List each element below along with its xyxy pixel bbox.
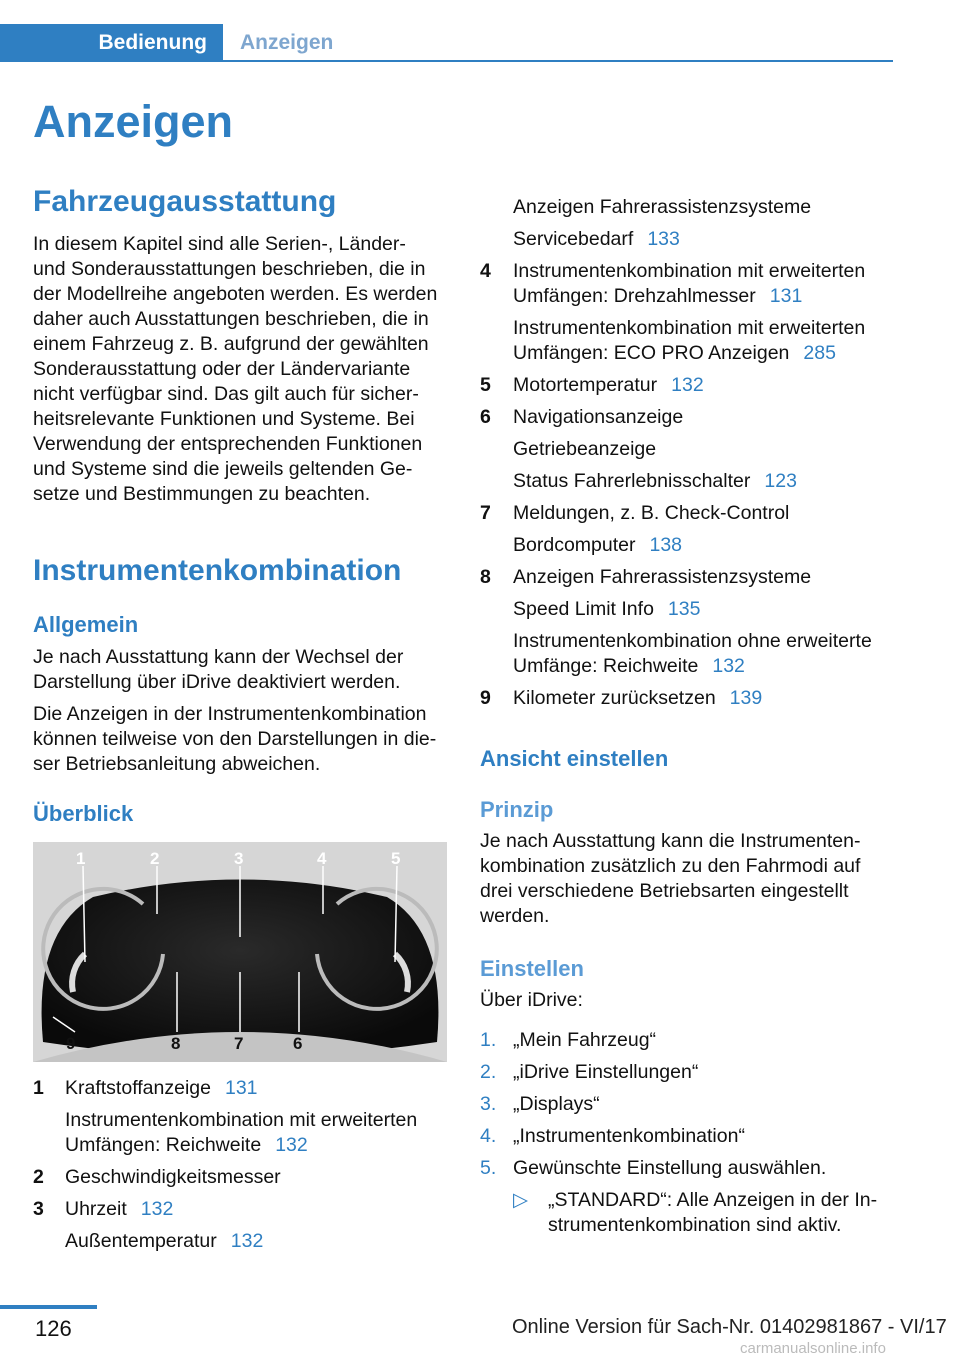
text-line: Darstellung über iDrive deaktiviert werden. (33, 671, 401, 693)
watermark: carmanualsonline.info (740, 1340, 886, 1357)
callout-3: 3 (234, 849, 244, 868)
item-number: 7 (480, 502, 491, 524)
text-line: nicht verfügbar sind. Das gilt auch für sicher- (33, 383, 419, 405)
online-version-note: Online Version für Sach-Nr. 01402981867 - VI/17 (512, 1316, 947, 1338)
item-text: Umfängen: Reichweite (65, 1134, 262, 1156)
item-text: Status Fahrerlebnisschalter (513, 470, 751, 492)
step-5-bullet (513, 1188, 893, 1238)
text-line: Je nach Ausstattung kann die Instrumenten- (480, 830, 861, 852)
chapter-tabs (0, 0, 960, 62)
page-ref-link[interactable]: 131 (224, 1077, 258, 1099)
page-ref-link[interactable]: 132 (140, 1198, 174, 1220)
step-number: 3. (480, 1093, 497, 1115)
page-ref-link[interactable]: 132 (712, 655, 745, 677)
callout-1: 1 (76, 849, 86, 868)
item-text: Instrumentenkombination ohne erweiterte (513, 630, 872, 652)
tab-bedienung[interactable]: Bedienung (0, 24, 223, 62)
item-text: Umfängen: ECO PRO Anzeigen (513, 342, 790, 364)
heading-ansicht-einstellen: Ansicht einstellen (480, 746, 669, 771)
text-line: Verwendung der entsprechenden Funktionen (33, 433, 423, 455)
page-ref-link[interactable]: 131 (769, 285, 803, 307)
instrument-cluster-figure (33, 842, 447, 1062)
step-3 (480, 1092, 890, 1117)
item-text: Instrumentenkombination mit erweiterten (513, 260, 866, 282)
item-text: Meldungen, z. B. Check-Control (513, 502, 790, 524)
legend-item-3-cont (480, 195, 890, 252)
callout-4: 4 (317, 849, 327, 868)
text-line: Je nach Ausstattung kann der Wechsel der (33, 646, 404, 668)
item-text: Umfänge: Reichweite (513, 655, 699, 677)
subheading-einstellen: Einstellen (480, 956, 584, 981)
step-number: 5. (480, 1157, 497, 1179)
step-number: 2. (480, 1061, 497, 1083)
heading-instrumentenkombination: Instrumentenkombination (33, 554, 402, 587)
text-line: kombination zusätzlich zu den Fahrmodi auf (480, 855, 861, 877)
page-ref-link[interactable]: 132 (671, 374, 704, 396)
paragraph-prinzip (480, 829, 890, 929)
item-number: 1 (33, 1077, 44, 1099)
page-ref-link[interactable]: 285 (803, 342, 836, 364)
tab-divider (0, 60, 893, 62)
item-text: Anzeigen Fahrerassistenzsysteme (513, 566, 812, 588)
item-text: Instrumentenkombination mit erweiterten (65, 1109, 418, 1131)
item-text: Bordcomputer (513, 534, 636, 556)
legend-item-1 (33, 1076, 448, 1158)
item-text: Servicebedarf (513, 228, 634, 250)
paragraph-fahrzeugausstattung (33, 232, 448, 507)
item-number: 4 (480, 260, 491, 282)
item-text: Kilometer zurücksetzen (513, 687, 716, 709)
item-number: 9 (480, 687, 491, 709)
item-number: 3 (33, 1198, 44, 1220)
text-line: und Systeme sind die jeweils geltenden Ge- (33, 458, 413, 480)
text-line: drei verschiedene Betriebsarten eingestellt (480, 880, 849, 902)
text-line: und Sonderausstattungen beschrieben, die in (33, 258, 426, 280)
bullet-text: „STANDARD“: Alle Anzeigen in der In- (548, 1189, 878, 1211)
item-text: Umfängen: Drehzahlmesser (513, 285, 756, 307)
item-text: Motortemperatur (513, 374, 658, 396)
text-line: der Modellreihe angeboten werden. Es werden (33, 283, 438, 305)
item-number: 5 (480, 374, 491, 396)
text-line: einem Fahrzeug z. B. aufgrund der gewählten (33, 333, 429, 355)
legend-item-7 (480, 501, 890, 558)
callout-2: 2 (150, 849, 160, 868)
legend-item-6 (480, 405, 890, 494)
legend-item-3 (33, 1197, 448, 1254)
item-text: Getriebeanzeige (513, 438, 657, 460)
item-text: Geschwindigkeitsmesser (65, 1166, 281, 1188)
callout-5: 5 (391, 849, 401, 868)
triangle-bullet-icon: ▷ (513, 1189, 528, 1211)
text-line: ser Betriebsanleitung abweichen. (33, 753, 321, 775)
text-line: können teilweise von den Darstellungen in die- (33, 728, 437, 750)
item-text: Anzeigen Fahrerassistenzsysteme (513, 196, 812, 218)
text-line: setze und Bestimmungen zu beachten. (33, 483, 371, 505)
text-line: In diesem Kapitel sind alle Serien-, Länder- (33, 233, 406, 255)
legend-item-9 (480, 686, 890, 711)
callout-6: 6 (293, 1034, 303, 1053)
item-text: Speed Limit Info (513, 598, 654, 620)
text-line: werden. (480, 905, 550, 927)
step-text: „iDrive Einstellungen“ (513, 1061, 699, 1083)
step-text: „Instrumentenkombination“ (513, 1125, 745, 1147)
page-ref-link[interactable]: 138 (649, 534, 683, 556)
item-number: 8 (480, 566, 491, 588)
page-title: Anzeigen (33, 96, 234, 147)
step-number: 4. (480, 1125, 497, 1147)
paragraph-allgemein-1 (33, 645, 448, 695)
text-line: heitsrelevante Funktionen und Systeme. Bei (33, 408, 415, 430)
item-text: Navigationsanzeige (513, 406, 684, 428)
item-text: Außentemperatur (65, 1230, 217, 1252)
page-ref-link[interactable]: 135 (667, 598, 701, 620)
step-4 (480, 1124, 890, 1149)
tab-anzeigen[interactable]: Anzeigen (240, 31, 334, 54)
step-text: „Displays“ (513, 1093, 600, 1115)
legend-item-5 (480, 373, 890, 398)
subheading-ueberblick: Überblick (33, 801, 134, 826)
page-ref-link[interactable]: 123 (764, 470, 797, 492)
legend-item-8 (480, 565, 890, 679)
page-ref-link[interactable]: 139 (729, 687, 763, 709)
text-line: Sonderausstattung oder der Ländervariante (33, 358, 411, 380)
legend-item-2 (33, 1165, 448, 1190)
item-number: 2 (33, 1166, 44, 1188)
callout-7: 7 (234, 1034, 244, 1053)
page-ref-link[interactable]: 132 (275, 1134, 308, 1156)
step-text: Gewünschte Einstellung auswählen. (513, 1157, 827, 1179)
page-ref-link[interactable]: 132 (230, 1230, 264, 1252)
item-text: Kraftstoffanzeige (65, 1077, 211, 1099)
step-number: 1. (480, 1029, 497, 1051)
paragraph-allgemein-2 (33, 702, 448, 777)
callout-8: 8 (171, 1034, 181, 1053)
item-text: Instrumentenkombination mit erweiterten (513, 317, 866, 339)
paragraph-einstellen: Über iDrive: (480, 989, 583, 1011)
legend-item-4 (480, 259, 890, 366)
text-line: Die Anzeigen in der Instrumentenkombination (33, 703, 427, 725)
subheading-allgemein: Allgemein (33, 612, 139, 637)
footer-accent-line (0, 1305, 97, 1309)
page-number: 126 (35, 1316, 72, 1341)
instrument-cluster-illustration (33, 842, 447, 1062)
item-number: 6 (480, 406, 491, 428)
step-5 (480, 1156, 890, 1181)
callout-9: 9 (66, 1034, 76, 1053)
heading-fahrzeugausstattung: Fahrzeugausstattung (33, 185, 337, 218)
page-ref-link[interactable]: 133 (647, 228, 680, 250)
subheading-prinzip: Prinzip (480, 797, 554, 822)
step-1 (480, 1028, 890, 1053)
step-text: „Mein Fahrzeug“ (513, 1029, 657, 1051)
item-text: Uhrzeit (65, 1198, 127, 1220)
step-2 (480, 1060, 890, 1085)
text-line: daher auch Ausstattungen beschrieben, die in (33, 308, 429, 330)
bullet-text: strumentenkombination sind aktiv. (548, 1214, 842, 1236)
